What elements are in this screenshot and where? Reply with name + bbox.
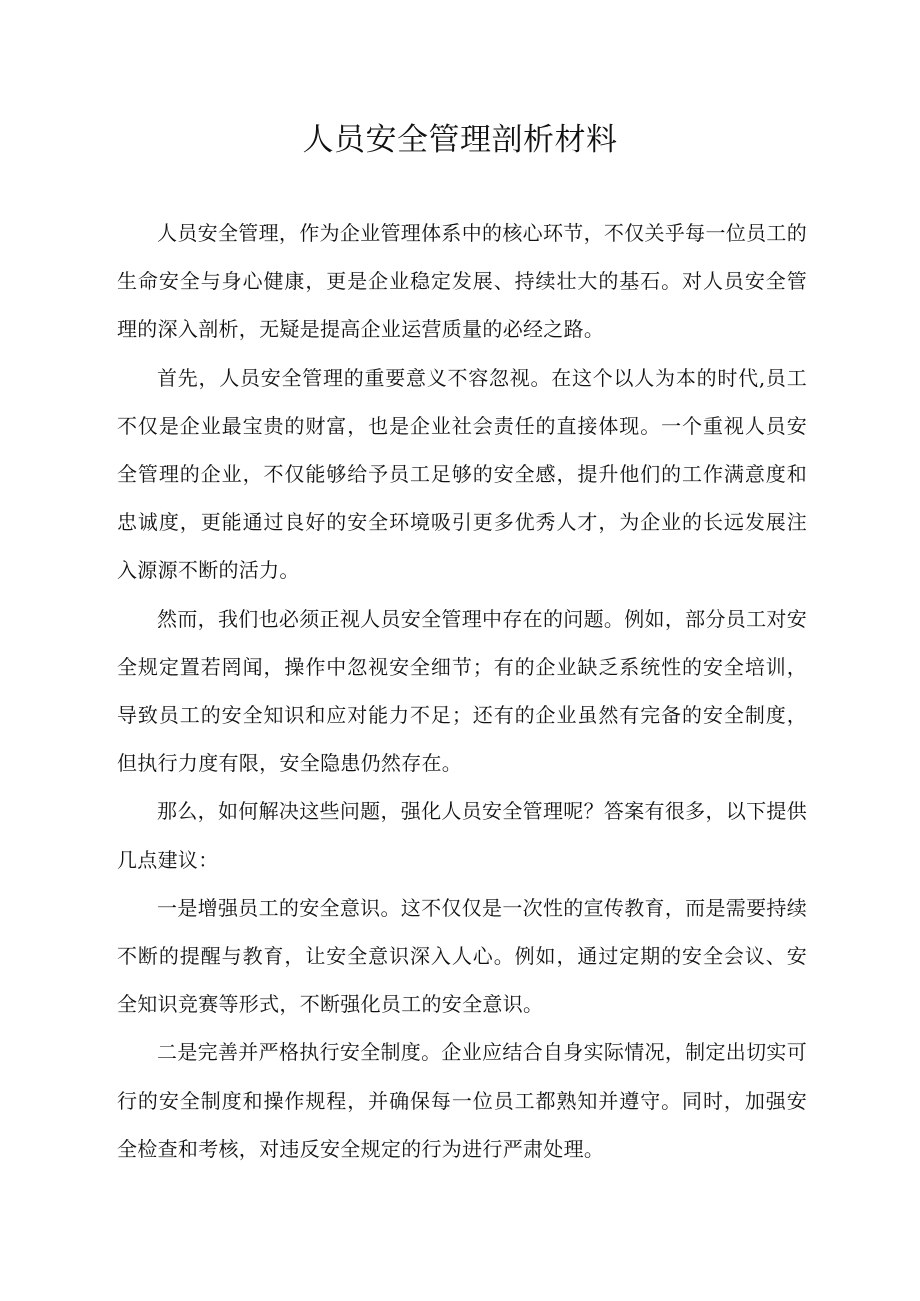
paragraph-importance: 首先，人员安全管理的重要意义不容忽视。在这个以人为本的时代,员工不仅是企业最宝贵的财富，也是企业社会责任的直接体现。一个重视人员安全管理的企业，不仅能够给予员工足够的安全感，提升他们的工作满意度和忠诚度，更能通过良好的安全环境吸引更多优秀人才，为企业的长远发展注入源源不断的活力。	[117, 365, 807, 583]
paragraph-intro: 人员安全管理，作为企业管理体系中的核心环节，不仅关乎每一位员工的生命安全与身心健康，更是企业稳定发展、持续壮大的基石。对人员安全管理的深入剖析，无疑是提高企业运营质量的必经之路。	[117, 221, 807, 342]
paragraph-suggestion-2: 二是完善并严格执行安全制度。企业应结合自身实际情况，制定出切实可行的安全制度和操作规程，并确保每一位员工都熟知并遵守。同时，加强安全检查和考核，对违反安全规定的行为进行严肃处理。	[117, 1040, 807, 1161]
document-title: 人员安全管理剖析材料	[302, 122, 618, 158]
paragraph-suggestion-1: 一是增强员工的安全意识。这不仅仅是一次性的宣传教育，而是需要持续不断的提醒与教育，让安全意识深入人心。例如，通过定期的安全会议、安全知识竞赛等形式，不断强化员工的安全意识。	[117, 895, 807, 1017]
paragraph-question: 那么，如何解决这些问题，强化人员安全管理呢？答案有很多，以下提供几点建议：	[117, 799, 807, 872]
document-body	[117, 209, 807, 1173]
paragraph-problems: 然而，我们也必须正视人员安全管理中存在的问题。例如，部分员工对安全规定置若罔闻，操作中忽视安全细节；有的企业缺乏系统性的安全培训，导致员工的安全知识和应对能力不足；还有的企业虽然有完备的安全制度，但执行力度有限，安全隐患仍然存在。	[117, 606, 807, 776]
